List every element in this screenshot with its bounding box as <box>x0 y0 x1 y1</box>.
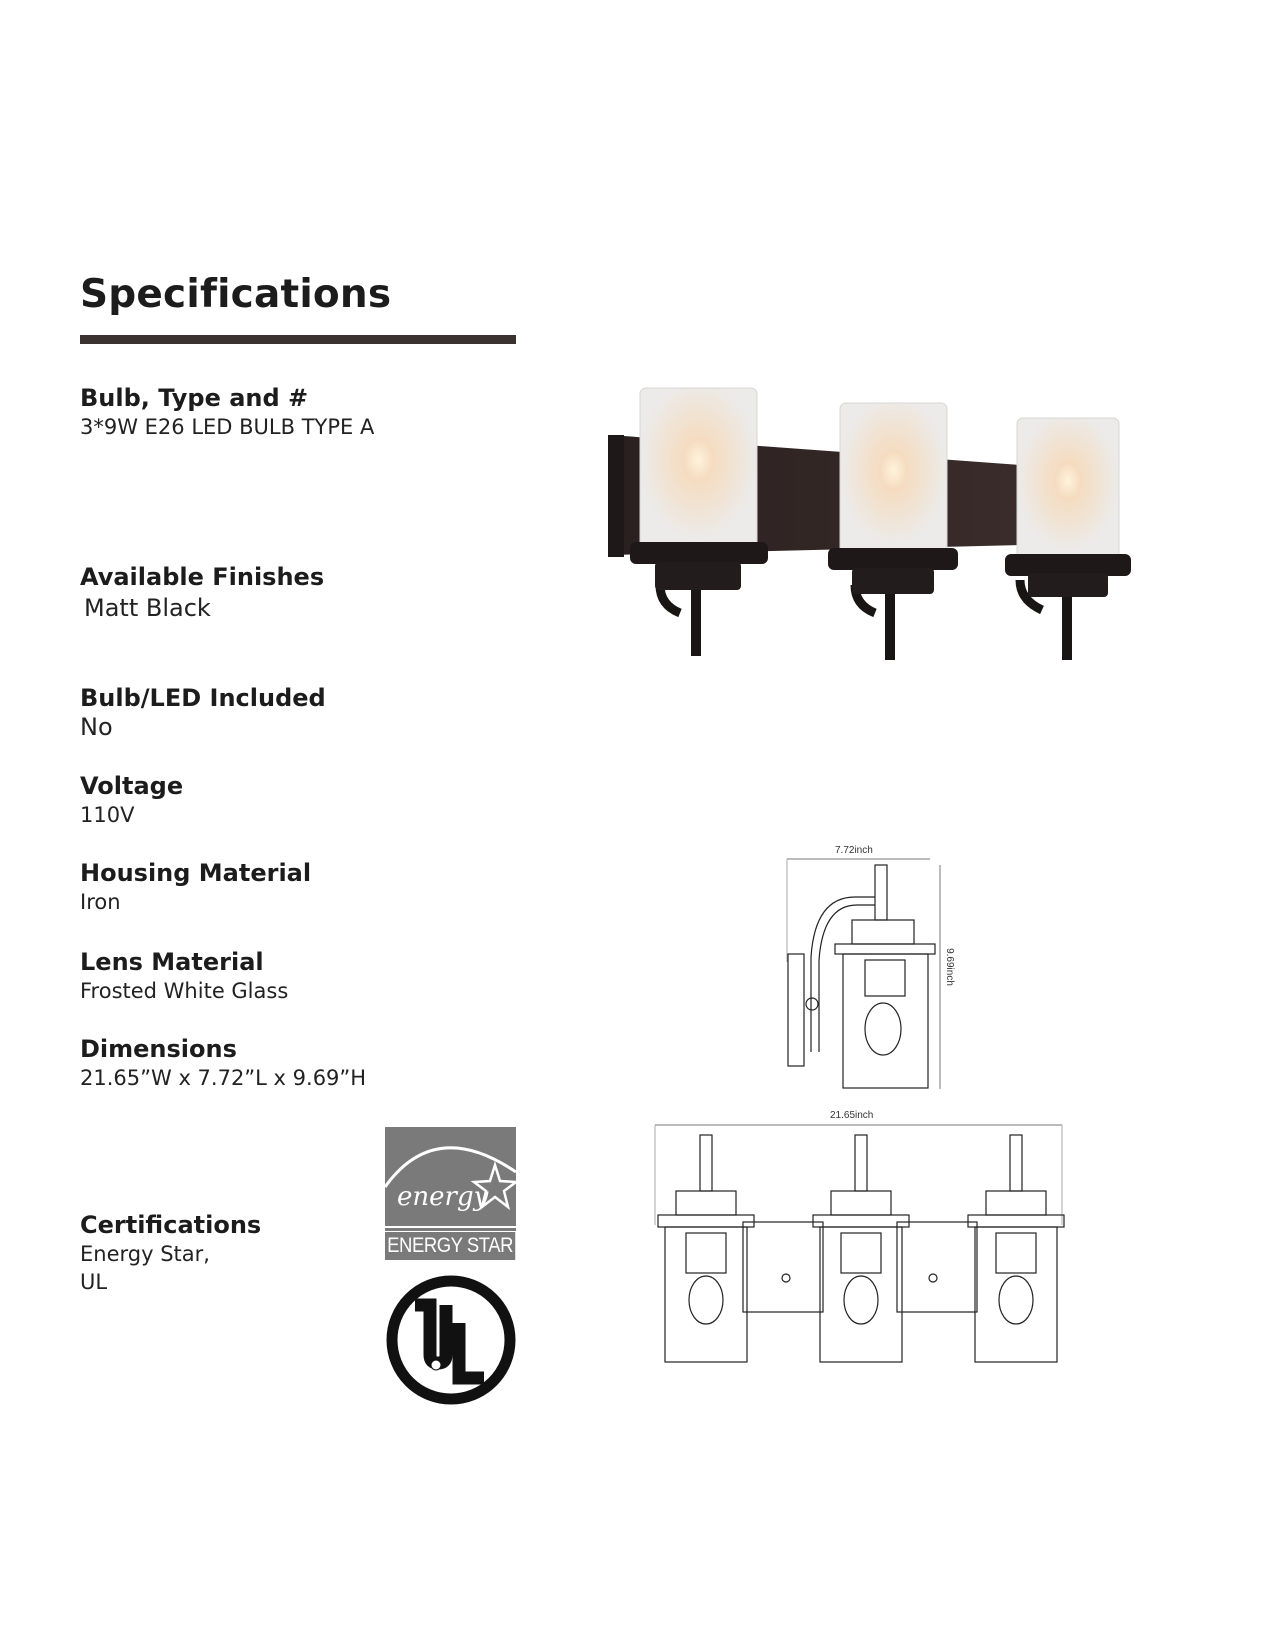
spec-bulb-type <box>80 384 374 441</box>
spec-label: Bulb, Type and # <box>80 384 309 412</box>
front-view-diagram <box>650 1105 1070 1375</box>
spec-value: Matt Black <box>84 594 211 622</box>
energy-script: energy <box>397 1182 489 1212</box>
spec-certifications <box>80 1211 261 1296</box>
spec-lens <box>80 948 288 1005</box>
spec-value: UL <box>80 1270 108 1294</box>
spec-label: Bulb/LED Included <box>80 684 326 712</box>
spec-label: Dimensions <box>80 1035 237 1063</box>
title-divider <box>80 335 516 344</box>
width-dimension-label: 21.65inch <box>830 1110 874 1121</box>
lamp-2 <box>828 403 958 660</box>
energy-star-text: ENERGY STAR <box>385 1232 515 1260</box>
lamp-1 <box>630 388 768 656</box>
spec-label: Certifications <box>80 1211 262 1239</box>
spec-value: Iron <box>80 890 121 914</box>
spec-value: Energy Star, <box>80 1242 210 1266</box>
spec-value: No <box>80 713 113 741</box>
spec-housing <box>80 859 311 916</box>
product-photo <box>600 380 1140 670</box>
spec-value: 21.65”W x 7.72”L x 9.69”H <box>80 1066 367 1090</box>
spec-value: Frosted White Glass <box>80 979 289 1003</box>
spec-dimensions <box>80 1035 366 1092</box>
ul-text: UL <box>451 1343 453 1344</box>
ul-logo <box>385 1273 517 1407</box>
page-title: Specifications <box>80 272 392 317</box>
spec-value: 110V <box>80 803 135 827</box>
spec-value: 3*9W E26 LED BULB TYPE A <box>80 415 375 439</box>
side-view-diagram <box>775 842 975 1097</box>
lamp-3 <box>1005 418 1131 660</box>
energy-star-logo <box>385 1127 516 1231</box>
spec-label: Voltage <box>80 772 184 800</box>
spec-label: Available Finishes <box>80 563 325 591</box>
spec-bulb-included <box>80 684 326 741</box>
spec-label: Lens Material <box>80 948 264 976</box>
spec-voltage <box>80 772 183 829</box>
depth-dimension-label: 7.72inch <box>835 845 873 856</box>
spec-label: Housing Material <box>80 859 312 887</box>
height-dimension-label: 9.69inch <box>944 948 955 986</box>
spec-finishes <box>80 563 324 624</box>
